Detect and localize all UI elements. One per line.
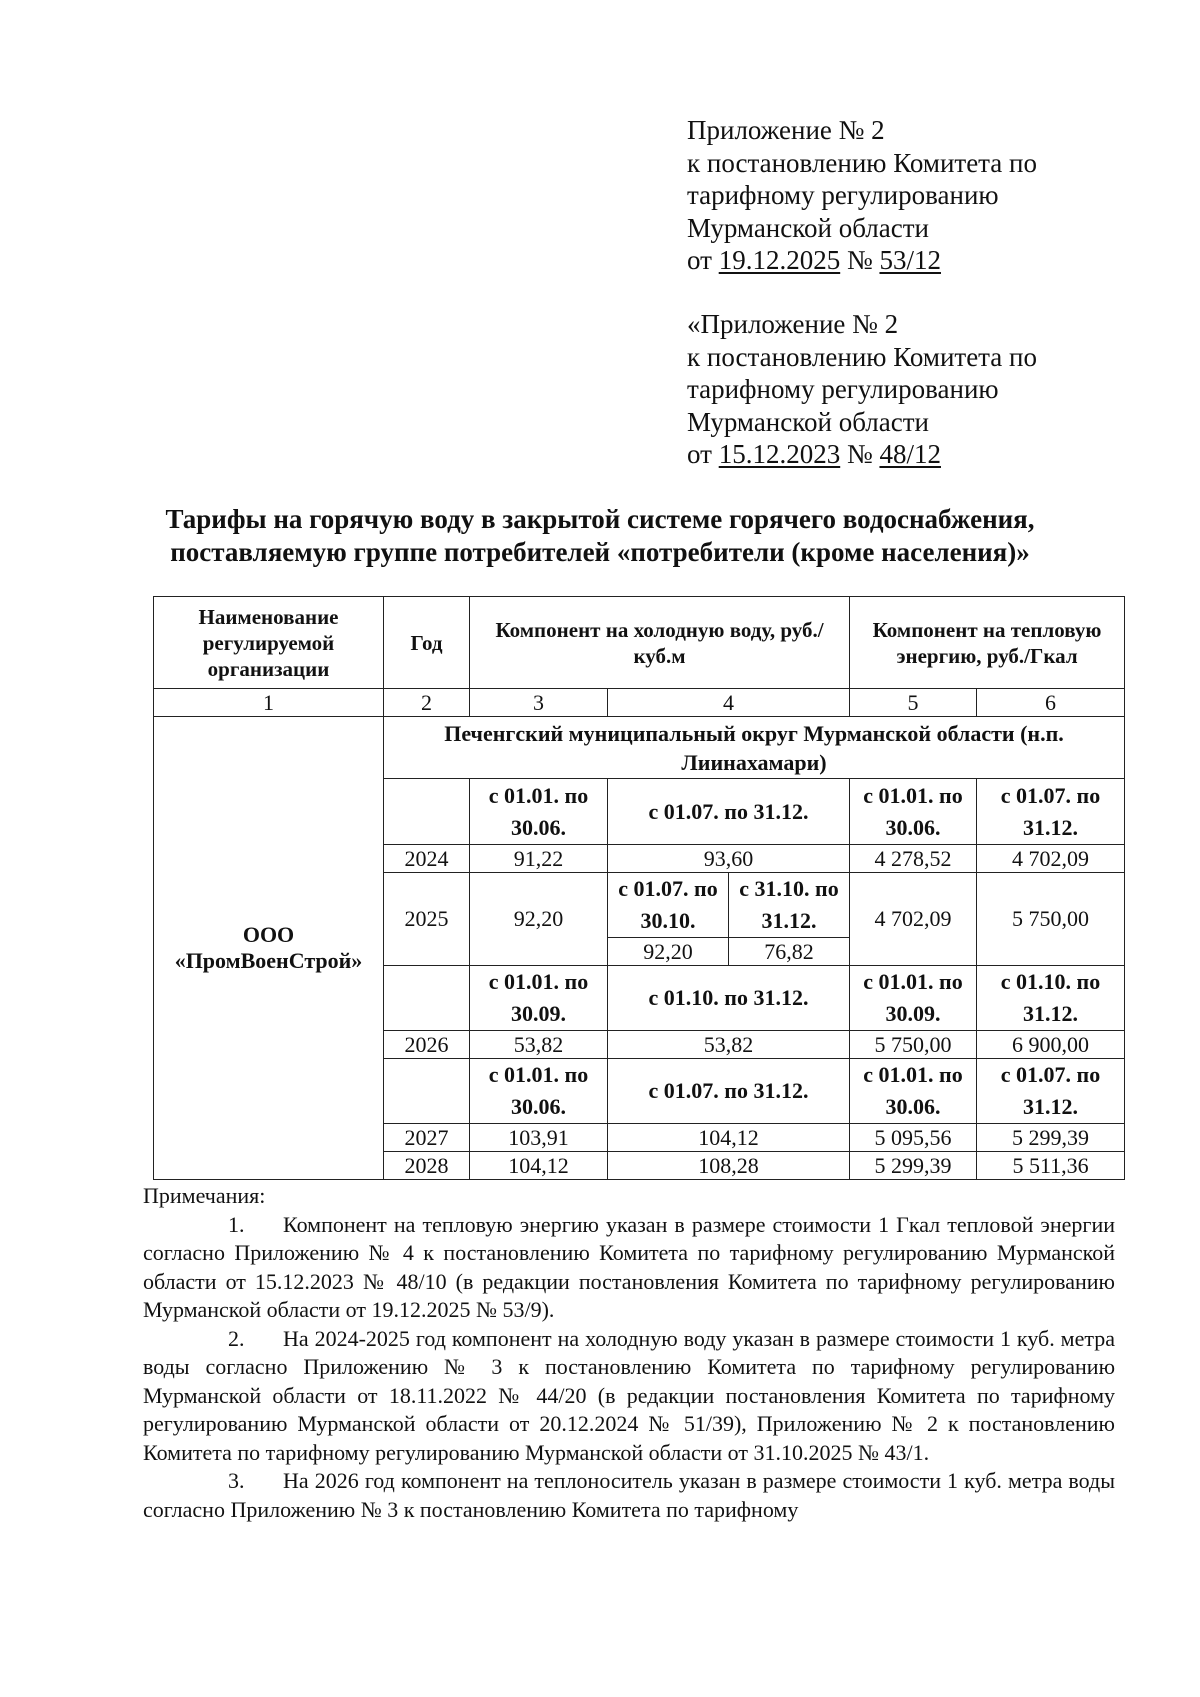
- value-cell: 76,82: [729, 938, 850, 966]
- period-cell: с 01.01. по 30.09.: [470, 966, 608, 1031]
- number-prefix: №: [846, 245, 873, 275]
- appendix-line-4: Мурманской области: [687, 212, 929, 243]
- title-line-1: Тарифы на горячую воду в закрытой системе горячего водоснабжения,: [165, 504, 1035, 534]
- header-year: Год: [384, 597, 470, 689]
- district-name: Печенгский муниципальный округ Мурманской области (н.п. Лиинахамари): [384, 717, 1125, 779]
- year-cell: 2027: [384, 1124, 470, 1152]
- value-cell: 103,91: [470, 1124, 608, 1152]
- value-cell: 5 750,00: [977, 873, 1125, 966]
- appendix-title: Приложение № 2: [687, 115, 885, 145]
- period-cell: с 01.07. по 30.10.: [608, 873, 729, 938]
- organization-name: ООО «ПромВоенСтрой»: [154, 717, 384, 1180]
- document-title: [60, 503, 1140, 569]
- date-prefix: от: [687, 439, 712, 469]
- note-item: [143, 1467, 1115, 1524]
- appendix-line-3: тарифному регулированию: [687, 374, 999, 404]
- period-cell: с 01.10. по 31.12.: [608, 966, 850, 1031]
- appendix-date-line: [687, 244, 1127, 277]
- appendix-line-2: к постановлению Комитета по: [687, 147, 1037, 178]
- value-cell: 92,20: [470, 873, 608, 966]
- period-cell: с 01.01. по 30.06.: [850, 1059, 977, 1124]
- value-cell: 104,12: [470, 1152, 608, 1180]
- appendix-line-4: Мурманской области: [687, 406, 929, 437]
- value-cell: 93,60: [608, 845, 850, 873]
- note-text: На 2024-2025 год компонент на холодную воду указан в размере стоимости 1 куб. метра воды согласно Приложению № 3 к постановлению Комитета по тарифному регулированию Мурманской области от 18.11.2022 № 44/20 (в редакции постановления Комитета по тарифному регулированию Мурманской области от 20.12.2024 № 51/39), Приложению № 2 к постановлению Комитета по тарифному регулированию Мурманской области от 31.10.2025 № 43/1.: [143, 1325, 1115, 1465]
- header-org: Наименование регулируемой организации: [154, 597, 384, 689]
- year-cell: 2026: [384, 1031, 470, 1059]
- date-prefix: от: [687, 245, 712, 275]
- year-cell: 2028: [384, 1152, 470, 1180]
- period-cell: с 01.01. по 30.09.: [850, 966, 977, 1031]
- appendix-date-line: [687, 438, 1127, 471]
- period-cell: с 01.01. по 30.06.: [470, 779, 608, 845]
- col-number: 1: [154, 689, 384, 717]
- value-cell: 5 095,56: [850, 1124, 977, 1152]
- appendix-header-new: [687, 114, 1127, 277]
- note-number: 3.: [228, 1468, 245, 1493]
- resolution-date: 19.12.2025: [718, 245, 841, 275]
- resolution-number: 48/12: [879, 439, 941, 469]
- empty-cell: [384, 966, 470, 1031]
- note-number: 1.: [228, 1211, 245, 1237]
- value-cell: 5 299,39: [850, 1152, 977, 1180]
- value-cell: 5 299,39: [977, 1124, 1125, 1152]
- value-cell: 5 511,36: [977, 1152, 1125, 1180]
- value-cell: 4 702,09: [850, 873, 977, 966]
- value-cell: 92,20: [608, 938, 729, 966]
- period-cell: с 01.07. по 31.12.: [608, 779, 850, 845]
- period-cell: с 31.10. по 31.12.: [729, 873, 850, 938]
- period-cell: с 01.07. по 31.12.: [977, 779, 1125, 845]
- value-cell: 5 750,00: [850, 1031, 977, 1059]
- period-cell: с 01.07. по 31.12.: [977, 1059, 1125, 1124]
- note-item: [143, 1211, 1115, 1325]
- header-row: [154, 597, 1125, 689]
- col-number: 3: [470, 689, 608, 717]
- col-number: 6: [977, 689, 1125, 717]
- value-cell: 6 900,00: [977, 1031, 1125, 1059]
- period-cell: с 01.10. по 31.12.: [977, 966, 1125, 1031]
- value-cell: 108,28: [608, 1152, 850, 1180]
- notes-section: [143, 1182, 1115, 1524]
- resolution-date: 15.12.2023: [718, 439, 841, 469]
- period-cell: с 01.01. по 30.06.: [470, 1059, 608, 1124]
- period-cell: с 01.01. по 30.06.: [850, 779, 977, 845]
- year-cell: 2024: [384, 845, 470, 873]
- appendix-line-2: к постановлению Комитета по: [687, 341, 1037, 372]
- value-cell: 53,82: [470, 1031, 608, 1059]
- empty-cell: [384, 779, 470, 845]
- note-text: Компонент на тепловую энергию указан в размере стоимости 1 Гкал тепловой энергии согласно Приложению № 4 к постановлению Комитета по тарифному регулированию Мурманской области от 15.12.2023 № 48/10 (в редакции постановления Комитета по тарифному регулированию Мурманской области от 19.12.2025 № 53/9).: [143, 1211, 1115, 1322]
- note-number: 2.: [228, 1325, 245, 1351]
- appendix-header-old: [687, 308, 1127, 471]
- resolution-number: 53/12: [879, 245, 941, 275]
- appendix-title: «Приложение № 2: [687, 309, 899, 339]
- header-heat-energy: Компонент на тепловую энергию, руб./Гкал: [850, 597, 1125, 689]
- notes-heading: Примечания:: [143, 1183, 266, 1208]
- number-prefix: №: [846, 439, 873, 469]
- note-item: [143, 1325, 1115, 1468]
- title-line-2: поставляемую группе потребителей «потребители (кроме населения)»: [170, 537, 1030, 567]
- value-cell: 53,82: [608, 1031, 850, 1059]
- value-cell: 4 278,52: [850, 845, 977, 873]
- col-number: 5: [850, 689, 977, 717]
- empty-cell: [384, 1059, 470, 1124]
- header-cold-water: Компонент на холодную воду, руб./куб.м: [470, 597, 850, 689]
- year-cell: 2025: [384, 873, 470, 966]
- appendix-line-3: тарифному регулированию: [687, 180, 999, 210]
- col-number: 4: [608, 689, 850, 717]
- column-numbers-row: [154, 689, 1125, 717]
- note-text: На 2026 год компонент на теплоноситель указан в размере стоимости 1 куб. метра воды согласно Приложению № 3 к постановлению Комитета по тарифному: [143, 1468, 1115, 1522]
- col-number: 2: [384, 689, 470, 717]
- value-cell: 104,12: [608, 1124, 850, 1152]
- value-cell: 4 702,09: [977, 845, 1125, 873]
- period-cell: с 01.07. по 31.12.: [608, 1059, 850, 1124]
- district-row: [154, 717, 1125, 779]
- tariff-table: [153, 596, 1125, 1180]
- value-cell: 91,22: [470, 845, 608, 873]
